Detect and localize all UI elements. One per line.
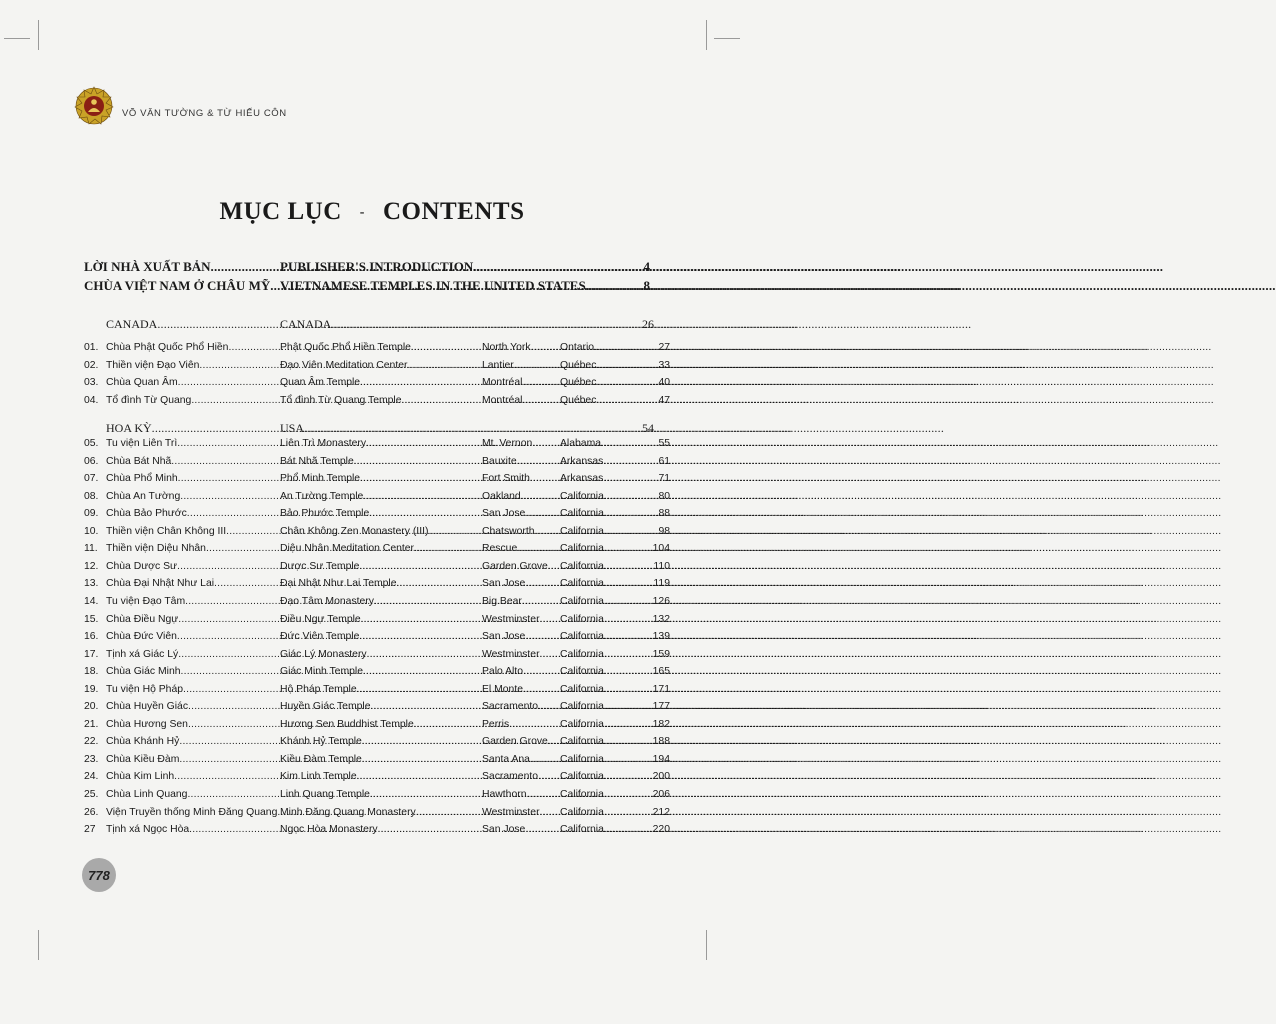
entry-city: Oakland — [482, 490, 521, 502]
entry-number: 22. — [84, 736, 99, 748]
entry-page: 177 — [652, 701, 670, 713]
toc-entry-row — [84, 508, 670, 524]
entry-page: 200 — [652, 771, 670, 783]
entry-city: San Jose — [482, 824, 526, 836]
entry-en-name: Linh Quang Temple — [280, 789, 370, 800]
toc-entry-row — [84, 736, 670, 752]
entry-vi-name: Tu viện Hộ Pháp — [106, 683, 184, 695]
entry-page: 188 — [652, 736, 670, 748]
entry-city: Palo Alto — [482, 666, 524, 678]
entry-number: 04. — [84, 394, 99, 406]
entry-page: 47 — [658, 394, 670, 406]
major-vi-title: LỜI NHÀ XUẤT BẢN — [84, 259, 211, 274]
entry-page: 71 — [658, 473, 670, 485]
entry-vi-name: Chùa Điều Ngự — [106, 613, 179, 625]
toc-entry-row — [84, 701, 670, 717]
entry-city: Garden Grove — [482, 560, 548, 572]
section-en-title: USA — [280, 421, 305, 435]
entry-page: 80 — [658, 490, 670, 502]
section-vi-title: CANADA — [106, 317, 158, 331]
entry-city: Big Bear — [482, 595, 522, 607]
major-en-title: PUBLISHER'S INTRODUCTION — [280, 259, 474, 274]
entry-number: 24. — [84, 771, 99, 783]
entry-en-name: Tổ đình Từ Quang Temple — [280, 394, 402, 406]
entry-vi-name: Chùa Kim Linh — [106, 771, 175, 783]
entry-page: 27 — [658, 342, 670, 353]
page-number-badge: 778 — [82, 858, 116, 892]
entry-en-name: Phổ Minh Temple — [280, 473, 361, 485]
toc-entry-row — [84, 342, 670, 358]
toc-major-row — [84, 259, 654, 275]
major-page: 4 — [643, 259, 650, 274]
entry-region: Arkansas — [560, 473, 604, 485]
crop-mark — [38, 20, 39, 50]
entry-vi-name: Thiền viện Đạo Viên — [106, 359, 200, 371]
entry-vi-name: Chùa Huyền Giác — [106, 701, 189, 713]
entry-page: 40 — [658, 377, 670, 389]
entry-city: San Jose — [482, 508, 526, 520]
entry-en-name: Ngọc Hòa Monastery — [280, 824, 378, 836]
entry-page: 212 — [652, 806, 670, 818]
entry-en-name: Khánh Hỷ Temple — [280, 736, 362, 748]
entry-region: California — [560, 753, 604, 765]
section-vi-title: HOA KỲ — [106, 421, 152, 435]
section-page: 54 — [642, 421, 654, 435]
entry-region: California — [560, 490, 604, 502]
entry-number: 01. — [84, 342, 99, 353]
entry-region: California — [560, 824, 604, 836]
entry-region: Québec — [560, 394, 597, 406]
entry-page: 126 — [652, 595, 670, 607]
toc-entry-row — [84, 473, 670, 489]
entry-region: California — [560, 701, 604, 713]
crop-mark — [706, 20, 707, 50]
entry-vi-name: Thiền viện Chân Không III — [106, 525, 227, 537]
entry-city: San Jose — [482, 578, 526, 590]
toc-entry-row — [84, 613, 670, 630]
entry-city: Chatsworth — [482, 525, 535, 537]
entry-page: 182 — [652, 718, 670, 730]
entry-en-name: Quan Âm Temple — [280, 377, 361, 389]
entry-page: 55 — [658, 438, 670, 449]
entry-region: California — [560, 613, 604, 625]
entry-page: 220 — [652, 824, 670, 836]
entry-city: Garden Grove — [482, 736, 548, 748]
entry-number: 08. — [84, 490, 99, 502]
entry-city: Mt. Vernon — [482, 438, 533, 449]
toc-section-row — [84, 317, 654, 333]
entry-en-name: Đại Nhật Như Lai Temple — [280, 578, 397, 590]
entry-vi-name: Chùa Hương Sen — [106, 718, 188, 730]
entry-region: Ontario — [560, 342, 595, 353]
entry-city: Sacramento — [482, 771, 539, 783]
entry-vi-name: Tổ đình Từ Quang — [106, 394, 192, 406]
entry-region: California — [560, 683, 604, 695]
entry-number: 05. — [84, 438, 99, 449]
entry-page: 104 — [652, 543, 670, 555]
entry-en-name: Hộ Pháp Temple — [280, 683, 357, 695]
entry-vi-name: Chùa Bát Nhã — [106, 455, 172, 467]
entry-region: California — [560, 578, 604, 590]
entry-en-name: Đức Viên Temple — [280, 631, 360, 643]
toc-entry-row — [84, 525, 670, 542]
entry-city: Fort Smith — [482, 473, 530, 485]
toc-major-row — [84, 278, 654, 294]
entry-vi-name: Chùa Dược Sư — [106, 560, 177, 572]
header-authors: VÕ VĂN TƯỜNG & TỪ HIẾU CÔN — [122, 108, 287, 119]
entry-en-name: Dược Sư Temple — [280, 560, 360, 572]
entry-en-name: Chân Không Zen Monastery (III) — [280, 525, 429, 537]
entry-vi-name: Chùa Phật Quốc Phổ Hiền — [106, 342, 229, 353]
entry-region: California — [560, 648, 604, 660]
entry-city: Montréal — [482, 394, 523, 406]
entry-number: 15. — [84, 613, 99, 625]
entry-en-name: Hương Sen Buddhist Temple — [280, 718, 414, 730]
entry-en-name: Bát Nhã Temple — [280, 455, 354, 467]
entry-number: 16. — [84, 631, 99, 643]
entry-vi-name: Tu viện Đạo Tâm — [106, 595, 186, 607]
entry-page: 61 — [658, 455, 670, 467]
entry-en-name: Kim Linh Temple — [280, 771, 357, 783]
entry-number: 21. — [84, 718, 99, 730]
section-page: 26 — [642, 317, 654, 331]
entry-number: 09. — [84, 508, 99, 520]
entry-region: California — [560, 631, 604, 643]
entry-city: Westminster — [482, 806, 540, 818]
entry-page: 171 — [652, 683, 670, 695]
entry-number: 27 — [84, 824, 96, 836]
toc-entry-row — [84, 631, 670, 647]
entry-city: Lantier — [482, 359, 514, 371]
entry-city: Montréal — [482, 377, 523, 389]
entry-region: California — [560, 508, 604, 520]
toc-entry-row — [84, 753, 670, 770]
entry-region: California — [560, 789, 604, 800]
entry-vi-name: Chùa Đại Nhật Như Lai — [106, 578, 215, 590]
entry-region: California — [560, 736, 604, 748]
entry-page: 110 — [653, 560, 670, 572]
toc-entry-row — [84, 490, 670, 507]
entry-city: Perris — [482, 718, 510, 730]
entry-region: California — [560, 560, 604, 572]
toc-entry-row — [84, 543, 670, 559]
entry-region: California — [560, 595, 604, 607]
entry-page: 132 — [652, 613, 670, 625]
title-separator: - — [359, 205, 365, 221]
entry-vi-name: Tịnh xá Giác Lý — [106, 648, 179, 660]
title-vietnamese: MỤC LỤC — [219, 198, 342, 225]
entry-page: 98 — [658, 525, 670, 537]
entry-region: Québec — [560, 377, 597, 389]
entry-vi-name: Chùa Đức Viên — [106, 631, 177, 643]
entry-page: 139 — [652, 631, 670, 643]
toc-entry-row — [84, 666, 670, 682]
entry-vi-name: Chùa Linh Quang — [106, 789, 188, 800]
entry-vi-name: Chùa Phổ Minh — [106, 473, 178, 485]
entry-en-name: Huyền Giác Temple — [280, 701, 371, 713]
crop-mark — [4, 38, 30, 39]
entry-region: California — [560, 543, 604, 555]
toc-entry-row — [84, 455, 670, 472]
toc-entry-row — [84, 806, 670, 823]
entry-region: Alabama — [560, 438, 602, 449]
lotus-emblem-icon — [74, 86, 114, 126]
toc-entry-row — [84, 394, 670, 411]
toc-entry-row — [84, 438, 670, 454]
entry-region: Arkansas — [560, 455, 604, 467]
entry-page: 206 — [652, 789, 670, 800]
toc-section-row — [84, 421, 654, 437]
crop-mark — [706, 930, 707, 960]
entry-page: 33 — [658, 359, 670, 371]
entry-region: California — [560, 718, 604, 730]
entry-number: 06. — [84, 455, 99, 467]
entry-en-name: Kiều Đàm Temple — [280, 753, 362, 765]
entry-en-name: Diệu Nhân Meditation Center — [280, 543, 414, 555]
entry-en-name: Giác Minh Temple — [280, 666, 363, 678]
entry-vi-name: Tu viện Liên Trì — [106, 438, 178, 449]
entry-en-name: Giác Lý Monastery — [280, 648, 367, 660]
entry-number: 18. — [84, 666, 99, 678]
entry-number: 23. — [84, 753, 99, 765]
entry-city: El Monte — [482, 683, 524, 695]
entry-number: 13. — [84, 578, 99, 590]
entry-vi-name: Chùa Khánh Hỷ — [106, 736, 180, 748]
entry-region: California — [560, 666, 604, 678]
toc-entry-row — [84, 578, 670, 594]
entry-city: North York — [482, 342, 531, 353]
major-page: 8 — [643, 278, 650, 293]
entry-number: 02. — [84, 359, 99, 371]
entry-en-name: Liên Trì Monastery — [280, 438, 367, 449]
entry-number: 20. — [84, 701, 99, 713]
entry-en-name: Đạo Tâm Monastery — [280, 595, 374, 607]
entry-vi-name: Viện Truyền thống Minh Đăng Quang — [106, 806, 278, 818]
entry-vi-name: Chùa Giác Minh — [106, 666, 181, 678]
entry-page: 119 — [653, 578, 670, 590]
toc-entry-row — [84, 359, 670, 376]
toc-entry-row — [84, 683, 670, 700]
entry-page: 165 — [652, 666, 670, 678]
entry-region: Québec — [560, 359, 597, 371]
entry-number: 10. — [84, 525, 99, 537]
entry-vi-name: Chùa An Tường — [106, 490, 181, 502]
entry-en-name: Điều Ngự Temple — [280, 613, 361, 625]
entry-page: 194 — [652, 753, 670, 765]
section-en-title: CANADA — [280, 317, 332, 331]
entry-number: 14. — [84, 595, 99, 607]
page-title — [0, 198, 744, 226]
entry-city: Westminster — [482, 648, 540, 660]
title-english: CONTENTS — [382, 198, 525, 225]
toc-entry-row — [84, 377, 670, 393]
major-en-title: VIETNAMESE TEMPLES IN THE UNITED STATES — [280, 278, 586, 293]
toc-entry-row — [84, 771, 670, 787]
entry-number: 07. — [84, 473, 99, 485]
entry-city: Rescue — [482, 543, 518, 555]
entry-region: California — [560, 806, 604, 818]
toc-entry-row — [84, 824, 670, 840]
major-vi-title: CHÙA VIỆT NAM Ở CHÂU MỸ — [84, 278, 271, 293]
entry-en-name: Minh Đăng Quang Monastery — [280, 806, 416, 818]
entry-number: 11. — [84, 543, 98, 555]
entry-page: 159 — [652, 648, 670, 660]
entry-en-name: Phật Quốc Phổ Hiền Temple — [280, 342, 411, 353]
entry-vi-name: Thiền viện Diệu Nhân — [106, 543, 206, 555]
entry-city: Sacramento — [482, 701, 539, 713]
entry-city: San Jose — [482, 631, 526, 643]
entry-city: Bauxite — [482, 455, 517, 467]
crop-mark — [38, 930, 39, 960]
entry-vi-name: Chùa Kiều Đàm — [106, 753, 180, 765]
crop-mark — [714, 38, 740, 39]
entry-region: California — [560, 525, 604, 537]
toc-entry-row — [84, 718, 670, 735]
entry-number: 26. — [84, 806, 99, 818]
toc-entry-row — [84, 648, 670, 665]
entry-number: 25. — [84, 789, 99, 800]
entry-city: Westminster — [482, 613, 540, 625]
toc-entry-row — [84, 560, 670, 577]
entry-vi-name: Chùa Bảo Phước — [106, 508, 187, 520]
entry-vi-name: Tịnh xá Ngọc Hòa — [106, 824, 190, 836]
entry-number: 17. — [84, 648, 99, 660]
entry-vi-name: Chùa Quan Âm — [106, 377, 178, 389]
entry-city: Santa Ana — [482, 753, 530, 765]
entry-number: 03. — [84, 377, 99, 389]
entry-en-name: Đạo Viên Meditation Center — [280, 359, 408, 371]
toc-entry-row — [84, 595, 670, 612]
entry-en-name: Bảo Phước Temple — [280, 508, 370, 520]
entry-en-name: An Tường Temple — [280, 490, 364, 502]
entry-city: Hawthorn — [482, 789, 527, 800]
entry-number: 19. — [84, 683, 99, 695]
entry-page: 88 — [658, 508, 670, 520]
entry-region: California — [560, 771, 604, 783]
toc-entry-row — [84, 789, 670, 805]
entry-number: 12. — [84, 560, 99, 572]
